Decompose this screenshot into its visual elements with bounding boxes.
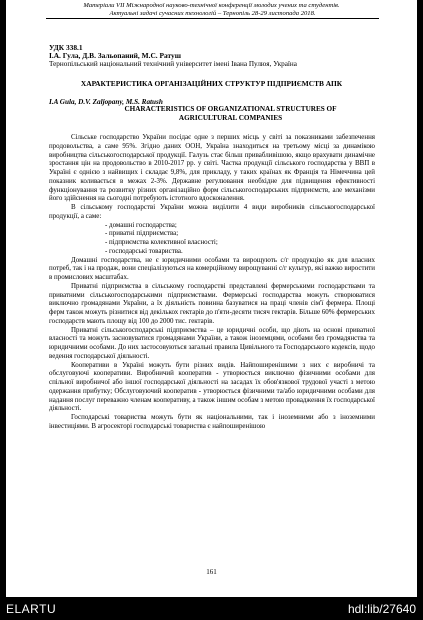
article-body <box>49 133 375 431</box>
document-page <box>6 0 417 597</box>
paragraph: Приватні сільськогосподарські підприємства – це юридичні особи, що діють на основі приватної власності та можуть засновуватися громадянами України, а також іноземцями, особами без громадянства та юридичними особами. До них застосовуються загальні правила Цивільного та Господарського кодексів, щодо ведення господарської діяльності. <box>49 325 375 360</box>
running-header <box>6 2 417 19</box>
list-item: - приватні підприємства; <box>105 229 179 238</box>
paragraph: Кооперативи в Україні можуть бути різних видів. Найпоширенішими з них є виробничі та обслуговуючі кооперативи. Виробничий кооператив - утворюється виключно фізичними особами для спільної виробничої або іншої господарської діяльності на засадах їх обов'язкової трудової участі з метою одержання прибутку; Обслуговуючий кооператив - утворюється фізичними та/або юридичними особами для надання послуг переважно членам кооперативу, а також іншим особам з метою провадження їх господарської діяльності. <box>49 360 375 413</box>
udk-code: УДК 338.1 <box>49 43 83 52</box>
authors-en: I.A Gula, D.V. Zaljopany, M.S. Ratush <box>49 98 163 106</box>
repository-footer <box>0 597 423 620</box>
repository-name: ELARTU <box>6 602 57 616</box>
list-item: - домашні господарства; <box>105 220 177 229</box>
producer-list <box>49 221 375 256</box>
authors-ua: І.А. Гула, Д.В. Зальопаний, М.С. Ратуш <box>49 51 181 60</box>
handle-id: hdl:lib/27640 <box>347 602 416 616</box>
paragraph: Сільське господарство України посідає одне з перших місць у світі за показниками забезпечення продовольства, а саме 95%. Згідно даних ООН, Україна знаходиться на третьому місці за динамікою виробництва сільськогосподарської продукції. Галузь стає більш привабливішою, якщо врахувати динамічне зростання цін на продовольство в 2010-2017 рр. у світі. Частка продукції сільського господарства у ВВП в Україні є однією з найвищих і складає 9,8%, для прикладу, у таких країнах як Франція та Німеччина цей показник коливається в межах 2-3%. Державне регулювання необхідне для підвищення ефективності функціонування та розвитку різних організаційно форм сільськогосподарських підприємств, але механізми його здійснення на сьогодні потребують істотного вдосконалення. <box>49 133 375 203</box>
list-item: - господарські товариства. <box>105 246 183 255</box>
page-number: 161 <box>206 568 217 576</box>
paragraph: Господарські товариства можуть бути як національними, так і іноземними або з іноземними інвестиціями. В агросекторі господарські товариства є найпоширенішою <box>49 413 375 430</box>
paragraph: Приватні підприємства в сільському господарстві представлені фермерськими господарствами та приватними сільськогосподарськими підприємствами. Фермерські господарства можуть створюватися виключно громадянами України, а їх діяльність повинна базуватися на праці членів сім'ї фермера. Площі ферм також можуть різнитися від декількох гектарів до п'яти-десяти тисяч гектарів. Більше 60% фермерських господарств мають площу від 100 до 2000 тис. гектарів. <box>49 281 375 325</box>
title-ua: ХАРАКТЕРИСТИКА ОРГАНІЗАЦІЙНИХ СТРУКТУР ПІДПРИЄМСТВ АПК <box>80 79 343 88</box>
list-item: - підприємства колективної власності; <box>105 238 218 246</box>
header-line-1: Матеріали VII Міжнародної науково-технічної конференції молодих учених та студентів. <box>83 2 340 9</box>
paragraph: Домашні господарства, не є юридичними особами та вирощують с/г продукцію як для власних потреб, так і на продаж, вони спеціалізуються на комерційному вирощуванні с/г культур, які важко виростити в промислових масштабах. <box>49 255 375 281</box>
header-line-2: Актуальні задачі сучасних технологій – Тернопіль 28-29 листопада 2018. <box>46 10 379 19</box>
university: Тернопільський національний технічний університет імені Івана Пулюя, Україна <box>49 60 297 68</box>
title-en: CHARACTERISTICS OF ORGANIZATIONAL STRUCTURES OF AGRICULTURAL COMPANIES <box>124 105 337 122</box>
paragraph: В сільському господарстві України можна виділити 4 види виробників сільськогосподарської продукції, а саме: <box>49 203 375 220</box>
